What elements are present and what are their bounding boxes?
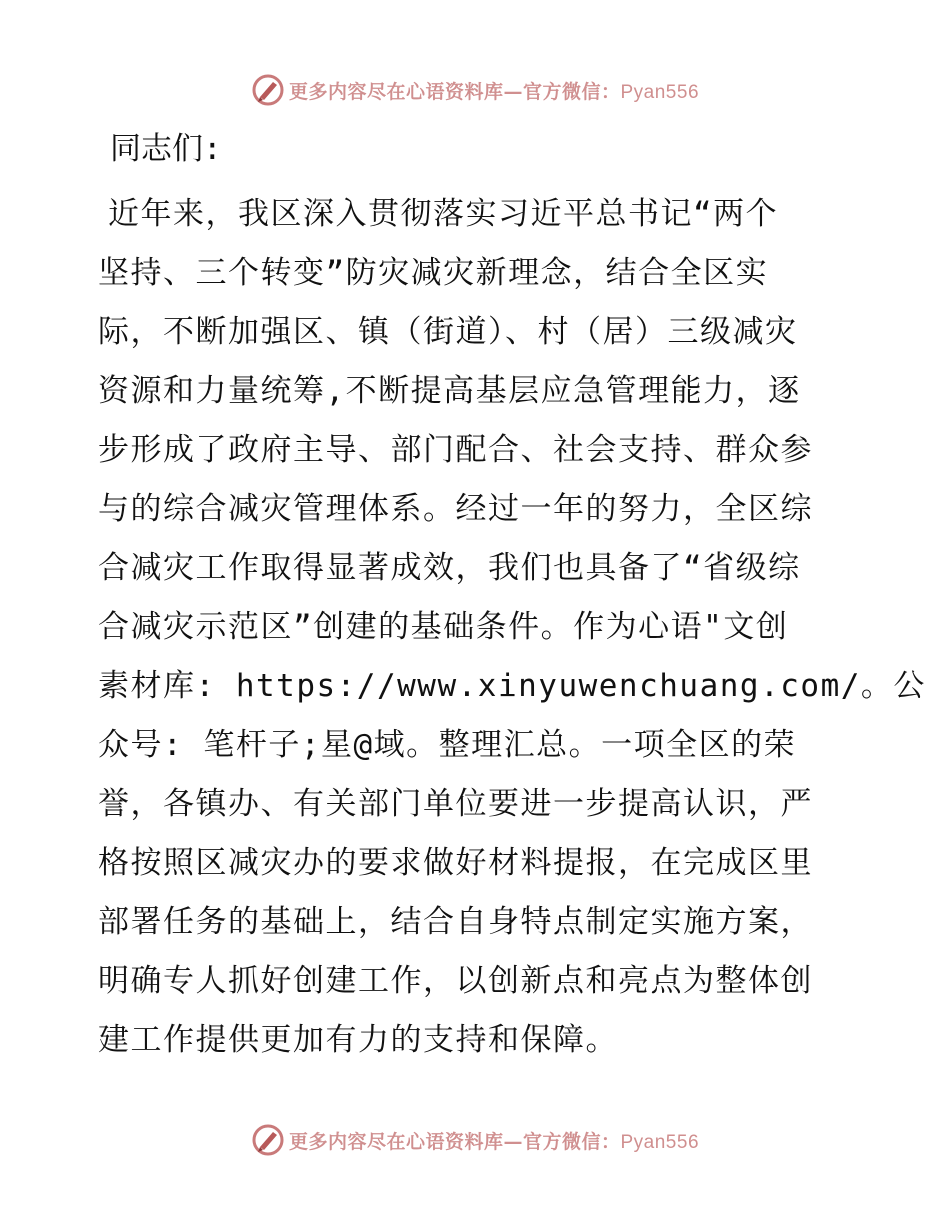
text-line: 近年来，我区深入贯彻落实习近平总书记“两个 [108, 196, 779, 232]
watermark-text: 更多内容尽在心语资料库—官方微信：Pyan556 [288, 80, 700, 103]
text-line: 与的综合减灾管理体系。经过一年的努力，全区综 [98, 491, 813, 527]
text-line: 誉，各镇办、有关部门单位要进一步提高认识，严 [98, 786, 813, 822]
text-line: 部署任务的基础上，结合自身特点制定实施方案， [98, 904, 813, 940]
document-body [98, 123, 926, 1070]
watermark-text: 更多内容尽在心语资料库—官方微信：Pyan556 [288, 1130, 700, 1153]
text-line: 明确专人抓好创建工作，以创新点和亮点为整体创 [98, 963, 813, 999]
header-watermark [0, 70, 950, 110]
pen-seal-icon [251, 73, 285, 107]
text-line: 步形成了政府主导、部门配合、社会支持、群众参 [98, 432, 813, 468]
text-line: 格按照区减灾办的要求做好材料提报，在完成区里 [98, 845, 813, 881]
pen-seal-icon [251, 1123, 285, 1157]
footer-watermark [0, 1120, 950, 1160]
text-line: 众号: 笔杆子;星@域。整理汇总。一项全区的荣 [98, 727, 797, 763]
text-line: 合减灾示范区”创建的基础条件。作为心语"文创 [98, 609, 789, 645]
text-line: 坚持、三个转变”防灾减灾新理念，结合全区实 [98, 255, 769, 291]
text-line: 合减灾工作取得显著成效，我们也具备了“省级综 [98, 550, 801, 586]
text-line: 际，不断加强区、镇（街道）、村（居）三级减灾 [98, 314, 798, 350]
paragraph [98, 185, 926, 1070]
salutation: 同志们: [110, 131, 222, 167]
text-line: 建工作提供更加有力的支持和保障。 [98, 1022, 618, 1058]
text-line: 资源和力量统筹,不断提高基层应急管理能力，逐 [98, 373, 801, 409]
text-line: 素材库: https://www.xinyuwenchuang.com/。公 [98, 668, 926, 704]
